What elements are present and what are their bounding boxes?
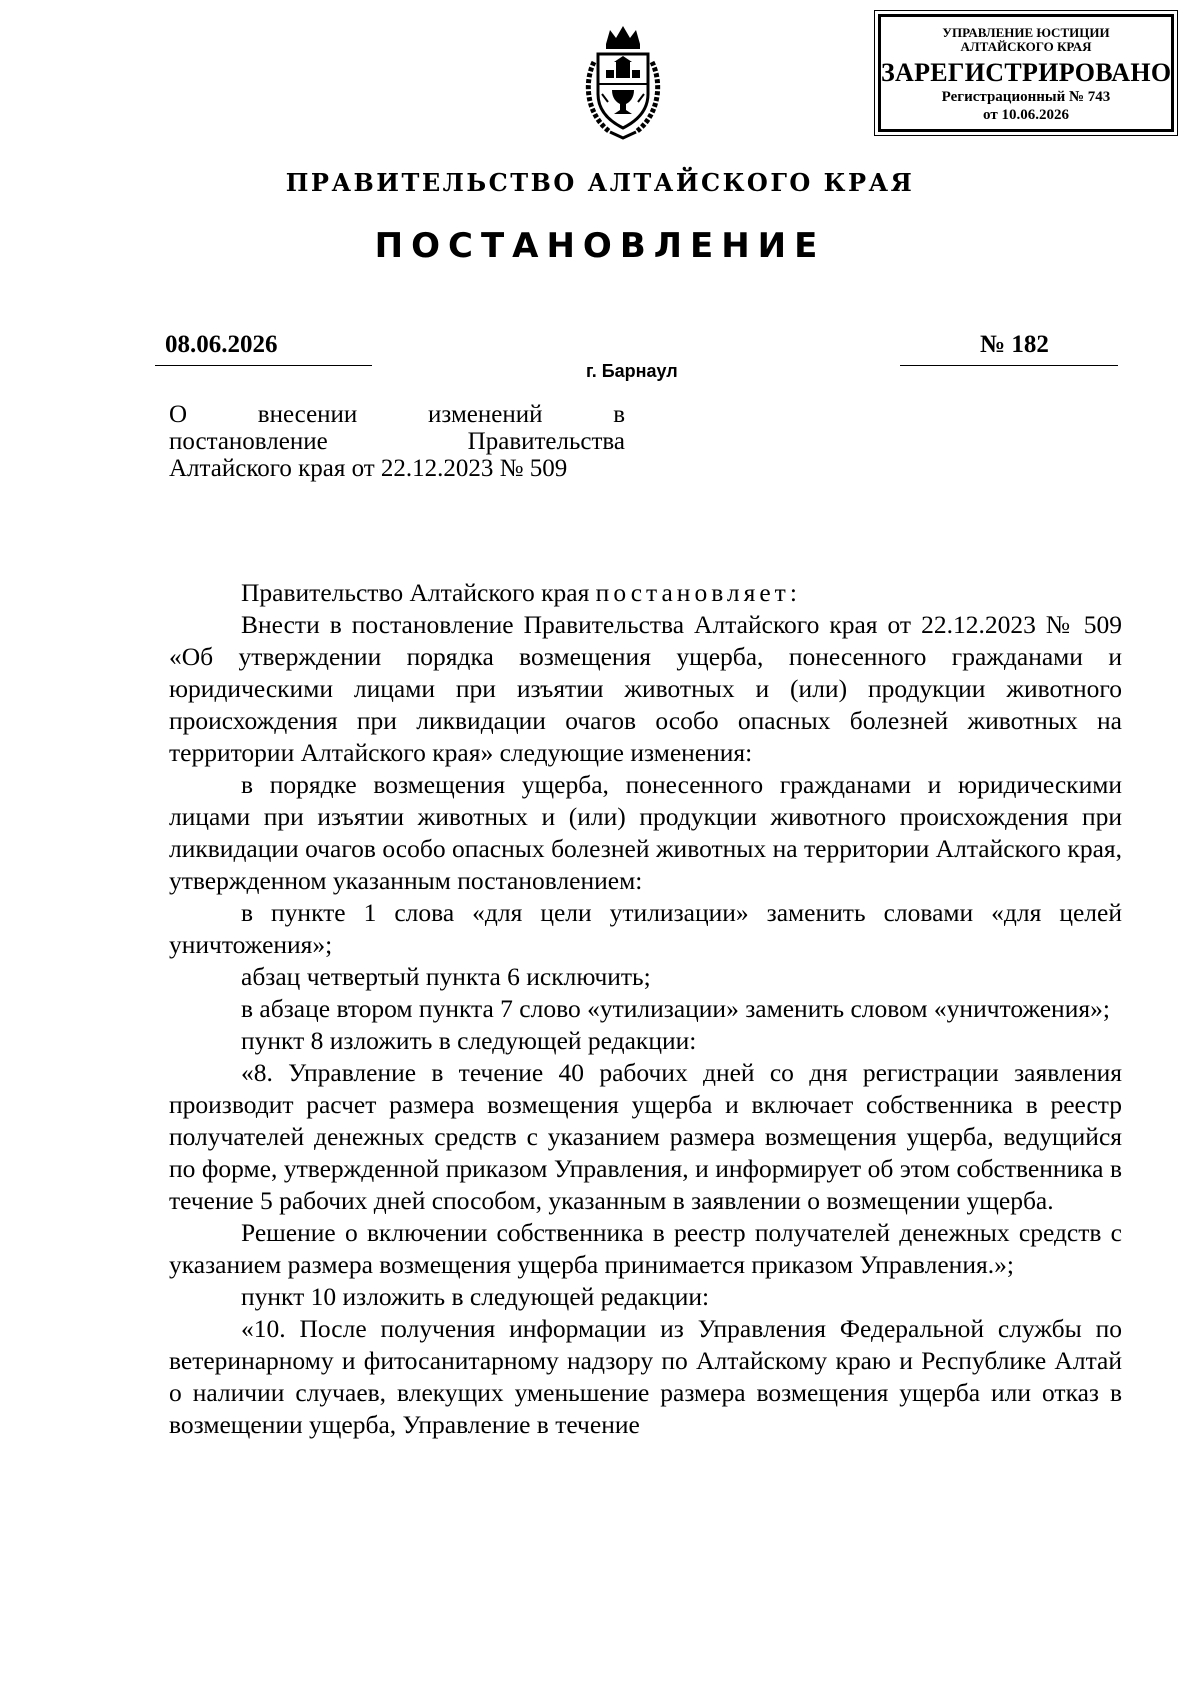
stamp-registration-date: от 10.06.2026: [983, 107, 1069, 123]
body-paragraph: Внести в постановление Правительства Алтайского края от 22.12.2023 № 509 «Об утверждении порядка возмещения ущерба, понесенного гражданами и юридическими лицами при изъятии животных и (или) продукции животного происхождения при ликвидации очагов особо опасных болезней животных на территории Алтайского края» следующие изменения:: [169, 610, 1122, 767]
document-subject: [169, 401, 625, 482]
body-paragraph: «10. После получения информации из Управления Федеральной службы по ветеринарному и фитосанитарному надзору по Алтайскому краю и Республике Алтай о наличии случаев, влекущих уменьшение размера возмещения ущерба или отказ в возмещении ущерба, Управление в течение: [169, 1314, 1122, 1439]
subject-line: Алтайского края от 22.12.2023 № 509: [169, 455, 568, 482]
registration-stamp: [878, 14, 1174, 132]
body-paragraph: «8. Управление в течение 40 рабочих дней со дня регистрации заявления производит расчет размера возмещения ущерба и включает собственника в реестр получателей денежных средств с указанием размера возмещения ущерба, ведущийся по форме, утвержденной приказом Управления, и информирует об этом собственника в течение 5 рабочих дней способом, указанным в заявлении о возмещении ущерба.: [169, 1058, 1122, 1215]
document-type-title: ПОСТАНОВЛЕНИЕ: [374, 226, 826, 266]
body-paragraph: в порядке возмещения ущерба, понесенного гражданами и юридическими лицами при изъятии животных и (или) продукции животного происхождения при ликвидации очагов особо опасных болезней животных на территории Алтайского края, утвержденном указанным постановлением:: [169, 770, 1122, 895]
body-paragraph: в абзаце втором пункта 7 слово «утилизации» заменить словом «уничтожения»;: [241, 994, 1110, 1023]
government-title: ПРАВИТЕЛЬСТВО АЛТАЙСКОГО КРАЯ: [285, 168, 915, 197]
coat-of-arms-emblem: [580, 22, 666, 142]
stamp-registration-number: Регистрационный № 743: [941, 89, 1111, 105]
intro-text: Правительство Алтайского края: [241, 578, 596, 607]
subject-line: постановление Правительства: [169, 428, 625, 455]
document-date-field: [155, 331, 372, 366]
body-intro-paragraph: [169, 577, 1122, 609]
stamp-region-line: АЛТАЙСКОГО КРАЯ: [960, 39, 1092, 54]
stamp-authority-line: УПРАВЛЕНИЕ ЮСТИЦИИ: [942, 25, 1110, 40]
document-number-field: [900, 331, 1118, 366]
document-date: 08.06.2026: [165, 331, 278, 358]
intro-colon: :: [789, 578, 797, 607]
subject-line: О внесении изменений в: [169, 401, 625, 428]
body-paragraph: в пункте 1 слова «для цели утилизации» заменить словами «для целей уничтожения»;: [169, 898, 1122, 959]
document-number: № 182: [980, 331, 1049, 358]
stamp-registered-title: ЗАРЕГИСТРИРОВАНО: [881, 58, 1172, 87]
document-city: г. Барнаул: [586, 361, 678, 381]
body-paragraph: абзац четвертый пункта 6 исключить;: [241, 962, 651, 991]
body-paragraph: пункт 8 изложить в следующей редакции:: [241, 1026, 697, 1055]
document-body: [169, 577, 1122, 1441]
body-paragraph: пункт 10 изложить в следующей редакции:: [241, 1282, 710, 1311]
body-paragraph: Решение о включении собственника в реестр получателей денежных средств с указанием размера возмещения ущерба принимается приказом Управления.»;: [169, 1218, 1122, 1279]
intro-decree-word: постановляет: [595, 578, 790, 607]
